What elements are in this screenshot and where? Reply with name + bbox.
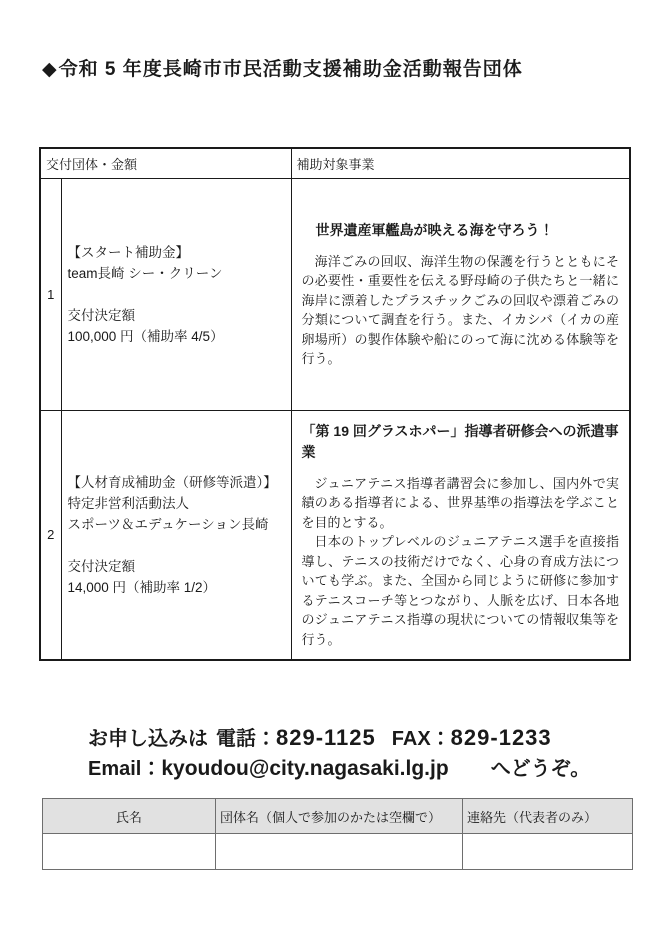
grants-table-header-row xyxy=(40,148,630,178)
grantee-org-name-line2: スポーツ＆エデュケーション長崎 xyxy=(67,516,269,532)
amount-label: 交付決定額 xyxy=(67,307,135,323)
phone-label: 電話： xyxy=(216,728,276,750)
contact-info xyxy=(88,723,670,784)
project-description-paragraph: ジュニアテニス指導者講習会に参加し、国内外で実績のある指導者による、世界基準の指導法を学ぶことを目的とする。 xyxy=(301,475,620,530)
contact-suffix: へどうぞ。 xyxy=(490,758,591,780)
signup-header-group: 団体名（個人で参加のかたは空欄で） xyxy=(216,799,463,834)
amount-label: 交付決定額 xyxy=(67,558,135,574)
signup-header-name: 氏名 xyxy=(43,799,216,834)
project-cell xyxy=(291,178,630,410)
blank-line xyxy=(68,284,287,305)
blank-line xyxy=(68,535,287,556)
project-title: 「第 19 回グラスホパー」指導者研修会への派遣事業 xyxy=(301,422,619,460)
signup-cell-contact xyxy=(463,834,633,870)
table-row xyxy=(40,410,630,660)
page-title-text: 令和 5 年度長崎市市民活動支援補助金活動報告団体 xyxy=(58,59,523,80)
grantee-org-name: 特定非営利活動法人 xyxy=(67,495,189,511)
grant-type: 【人材育成補助金（研修等派遣）】 xyxy=(67,474,277,490)
signup-header-contact: 連絡先（代表者のみ） xyxy=(463,799,633,834)
email-label: Email： xyxy=(88,758,162,780)
signup-empty-row xyxy=(43,834,633,870)
signup-cell-group xyxy=(216,834,463,870)
project-description-paragraph: 海洋ごみの回収、海洋生物の保護を行うとともにその必要性・重要性を伝える野母崎の子供たちと一緒に海岸に漂着したプラスチックごみの回収や漂着ごみの分類について調査を行う。また、イカシバ（イカの産卵場所）の製作体験や船にのって海に沈める体験等を行う。 xyxy=(301,253,620,366)
column-header-project: 補助対象事業 xyxy=(291,148,630,178)
project-cell xyxy=(291,410,630,660)
fax-number: 829-1233 xyxy=(450,725,552,750)
table-row xyxy=(40,178,630,410)
page-title xyxy=(42,58,670,82)
phone-number: 829-1125 xyxy=(276,725,376,750)
signup-cell-name xyxy=(43,834,216,870)
email-address: kyoudou@city.nagasaki.lg.jp xyxy=(161,757,449,780)
grantee-cell xyxy=(61,178,291,410)
column-header-grantee: 交付団体・金額 xyxy=(40,148,291,178)
amount-value: 100,000 円（補助率 4/5） xyxy=(67,328,224,344)
signup-header-row xyxy=(43,799,633,834)
application-email-line xyxy=(88,754,670,784)
row-number: 1 xyxy=(40,178,61,410)
diamond-bullet-icon: ◆ xyxy=(42,59,58,80)
project-description-paragraph: 日本のトップレベルのジュニアテニス選手を直接指導し、テニスの技術だけでなく、心身の育成方法についても学ぶ。また、全国から同じように研修に参加するテニスコーチ等とつながり、人脈を広げ、日本各地のジュニアテニス指導の現状についての情報収集等を行う。 xyxy=(301,534,620,647)
grantee-org-name: team長崎 シー・クリーン xyxy=(67,265,223,281)
amount-value: 14,000 円（補助率 1/2） xyxy=(67,579,217,595)
grantee-cell xyxy=(61,410,291,660)
fax-label: FAX： xyxy=(391,728,451,750)
signup-table xyxy=(42,798,633,870)
contact-prefix: お申し込みは xyxy=(88,728,208,750)
grants-table xyxy=(39,147,631,661)
application-phone-line xyxy=(88,723,670,754)
project-title: 世界遺産軍艦島が映える海を守ろう！ xyxy=(315,221,554,238)
row-number: 2 xyxy=(40,410,61,660)
grant-type: 【スタート補助金】 xyxy=(67,244,189,260)
